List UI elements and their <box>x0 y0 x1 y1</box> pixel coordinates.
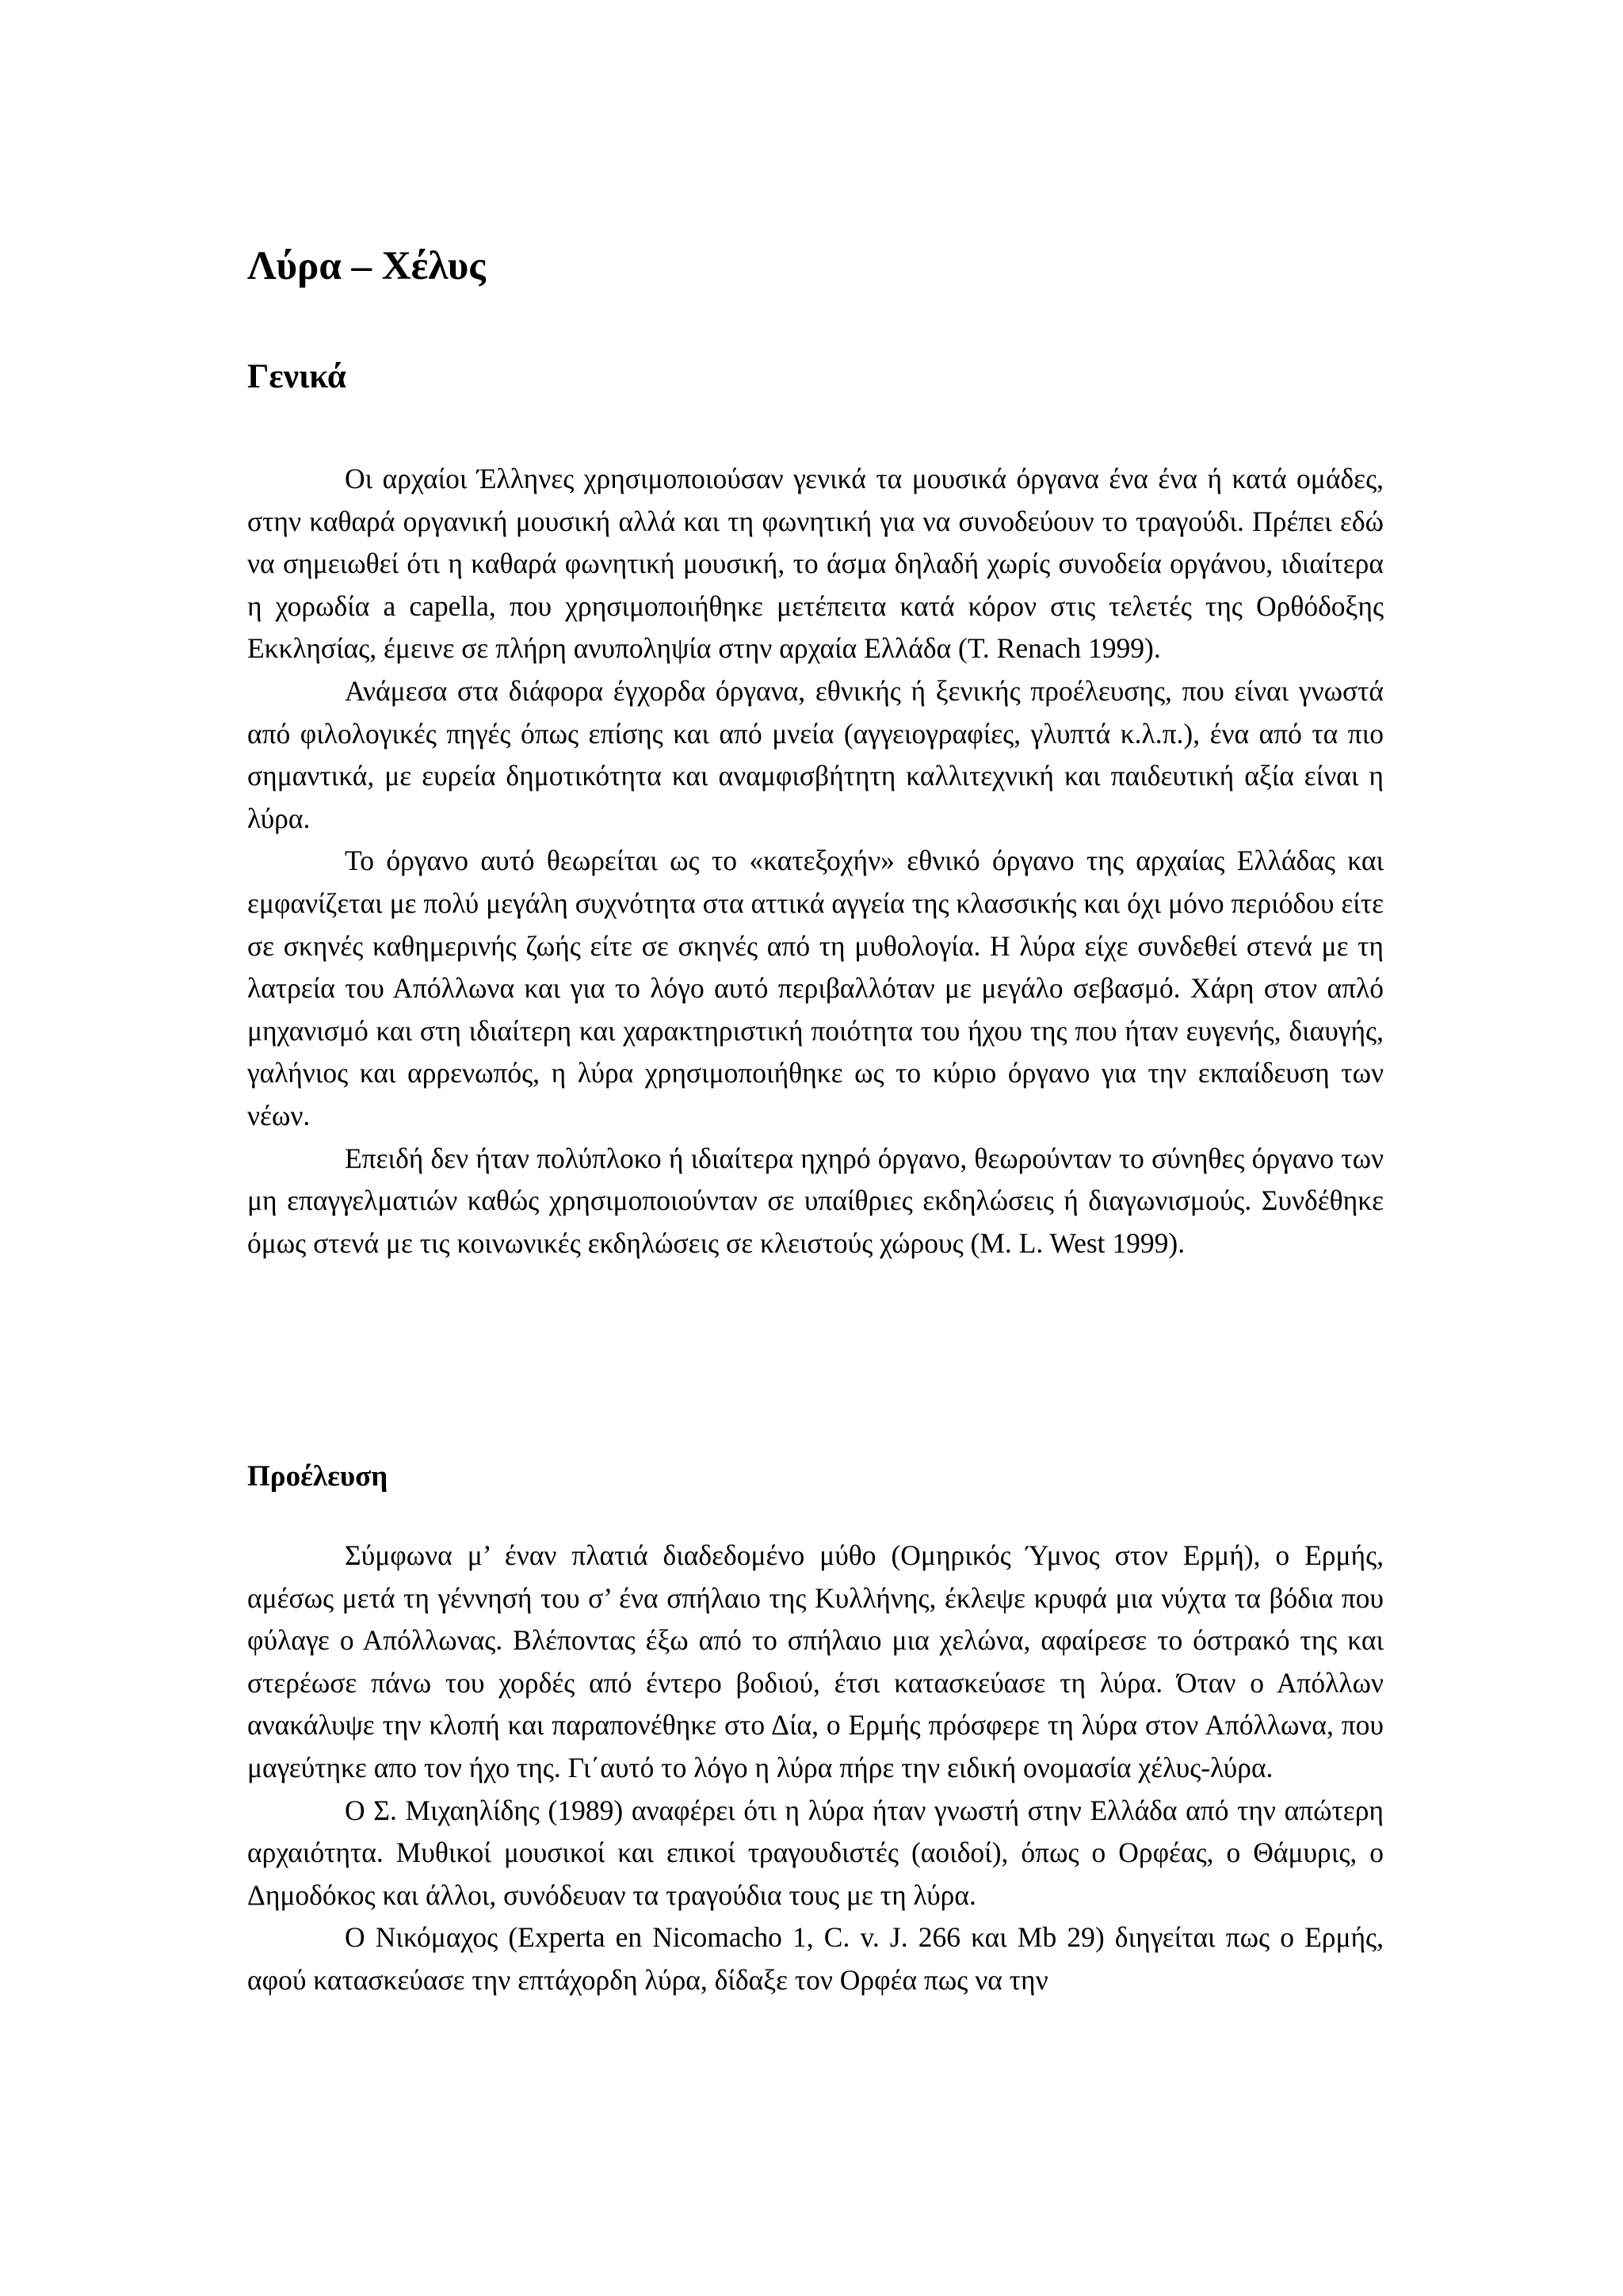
paragraph: Το όργανο αυτό θεωρείται ως το «κατεξοχήν» εθνικό όργανο της αρχαίας Ελλάδας και εμφανίζεται με πολύ μεγάλη συχνότητα στα αττικά αγγεία της κλασσικής και όχι μόνο περιόδου είτε σε σκηνές καθημερινής ζωής είτε σε σκηνές από τη μυθολογία. Η λύρα είχε συνδεθεί στενά με τη λατρεία του Απόλλωνα και για το λόγο αυτό περιβαλλόταν με μεγάλο σεβασμό. Χάρη στον απλό μηχανισμό και στη ιδιαίτερη και χαρακτηριστική ποιότητα του ήχου της που ήταν ευγενής, διαυγής, γαλήνιος και αρρενωπός, η λύρα χρησιμοποιήθηκε ως το κύριο όργανο για την εκπαίδευση των νέων. <box>247 845 1384 1131</box>
paragraph: Ανάμεσα στα διάφορα έγχορδα όργανα, εθνικής ή ξενικής προέλευσης, που είναι γνωστά από φιλολογικές πηγές όπως επίσης και από μνεία (αγγειογραφίες, γλυπτά κ.λ.π.), ένα από τα πιο σημαντικά, με ευρεία δημοτικότητα και αναμφισβήτητη καλλιτεχνική και παιδευτική αξία είναι η λύρα. <box>247 674 1384 834</box>
section-body-general <box>247 458 1384 1264</box>
section-heading-general: Γενικά <box>247 358 346 395</box>
paragraph: Ο Σ. Μιχαηλίδης (1989) αναφέρει ότι η λύρα ήταν γνωστή στην Ελλάδα από την απώτερη αρχαιότητα. Μυθικοί μουσικοί και επικοί τραγουδιστές (αοιδοί), όπως ο Ορφέας, ο Θάμυρις, ο Δημοδόκος και άλλοι, συνόδευαν τα τραγούδια τους με τη λύρα. <box>247 1794 1384 1911</box>
paragraph: Ο Νικόμαχος (Experta en Nicomacho 1, C. v. J. 266 και Mb 29) διηγείται πως ο Ερμής, αφού κατασκεύασε την επτάχορδη λύρα, δίδαξε τον Ορφέα πως να την <box>247 1921 1384 1996</box>
paragraph: Επειδή δεν ήταν πολύπλοκο ή ιδιαίτερα ηχηρό όργανο, θεωρούνταν το σύνηθες όργανο των μη επαγγελματιών καθώς χρησιμοποιούνταν σε υπαίθριες εκδηλώσεις ή διαγωνισμούς. Συνδέθηκε όμως στενά με τις κοινωνικές εκδηλώσεις σε κλειστούς χώρους (M. L. West 1999). <box>247 1142 1384 1259</box>
paragraph: Σύμφωνα μ’ έναν πλατιά διαδεδομένο μύθο (Ομηρικός Ύμνος στον Ερμή), ο Ερμής, αμέσως μετά τη γέννησή του σ’ ένα σπήλαιο της Κυλλήνης, έκλεψε κρυφά μια νύχτα τα βόδια που φύλαγε ο Απόλλωνας. Βλέποντας έξω από το σπήλαιο μια χελώνα, αφαίρεσε το όστρακό της και στερέωσε πάνω του χορδές από έντερο βοδιού, έτσι κατασκεύασε τη λύρα. Όταν ο Απόλλων ανακάλυψε την κλοπή και παραπονέθηκε στο Δία, ο Ερμής πρόσφερε τη λύρα στον Απόλλωνα, που μαγεύτηκε απο τον ήχο της. Γι΄αυτό το λόγο η λύρα πήρε την ειδική ονομασία χέλυς-λύρα. <box>247 1539 1384 1783</box>
section-heading-origin: Προέλευση <box>247 1460 388 1493</box>
document-title: Λύρα – Χέλυς <box>247 244 486 288</box>
section-body-origin <box>247 1535 1384 2002</box>
paragraph: Οι αρχαίοι Έλληνες χρησιμοποιούσαν γενικά τα μουσικά όργανα ένα ένα ή κατά ομάδες, στην καθαρά οργανική μουσική αλλά και τη φωνητική για να συνοδεύουν το τραγούδι. Πρέπει εδώ να σημειωθεί ότι η καθαρά φωνητική μουσική, το άσμα δηλαδή χωρίς συνοδεία οργάνου, ιδιαίτερα η χορωδία a capella, που χρησιμοποιήθηκε μετέπειτα κατά κόρον στις τελετές της Ορθόδοξης Εκκλησίας, έμεινε σε πλήρη ανυποληψία στην αρχαία Ελλάδα (T. Renach 1999). <box>247 463 1384 665</box>
